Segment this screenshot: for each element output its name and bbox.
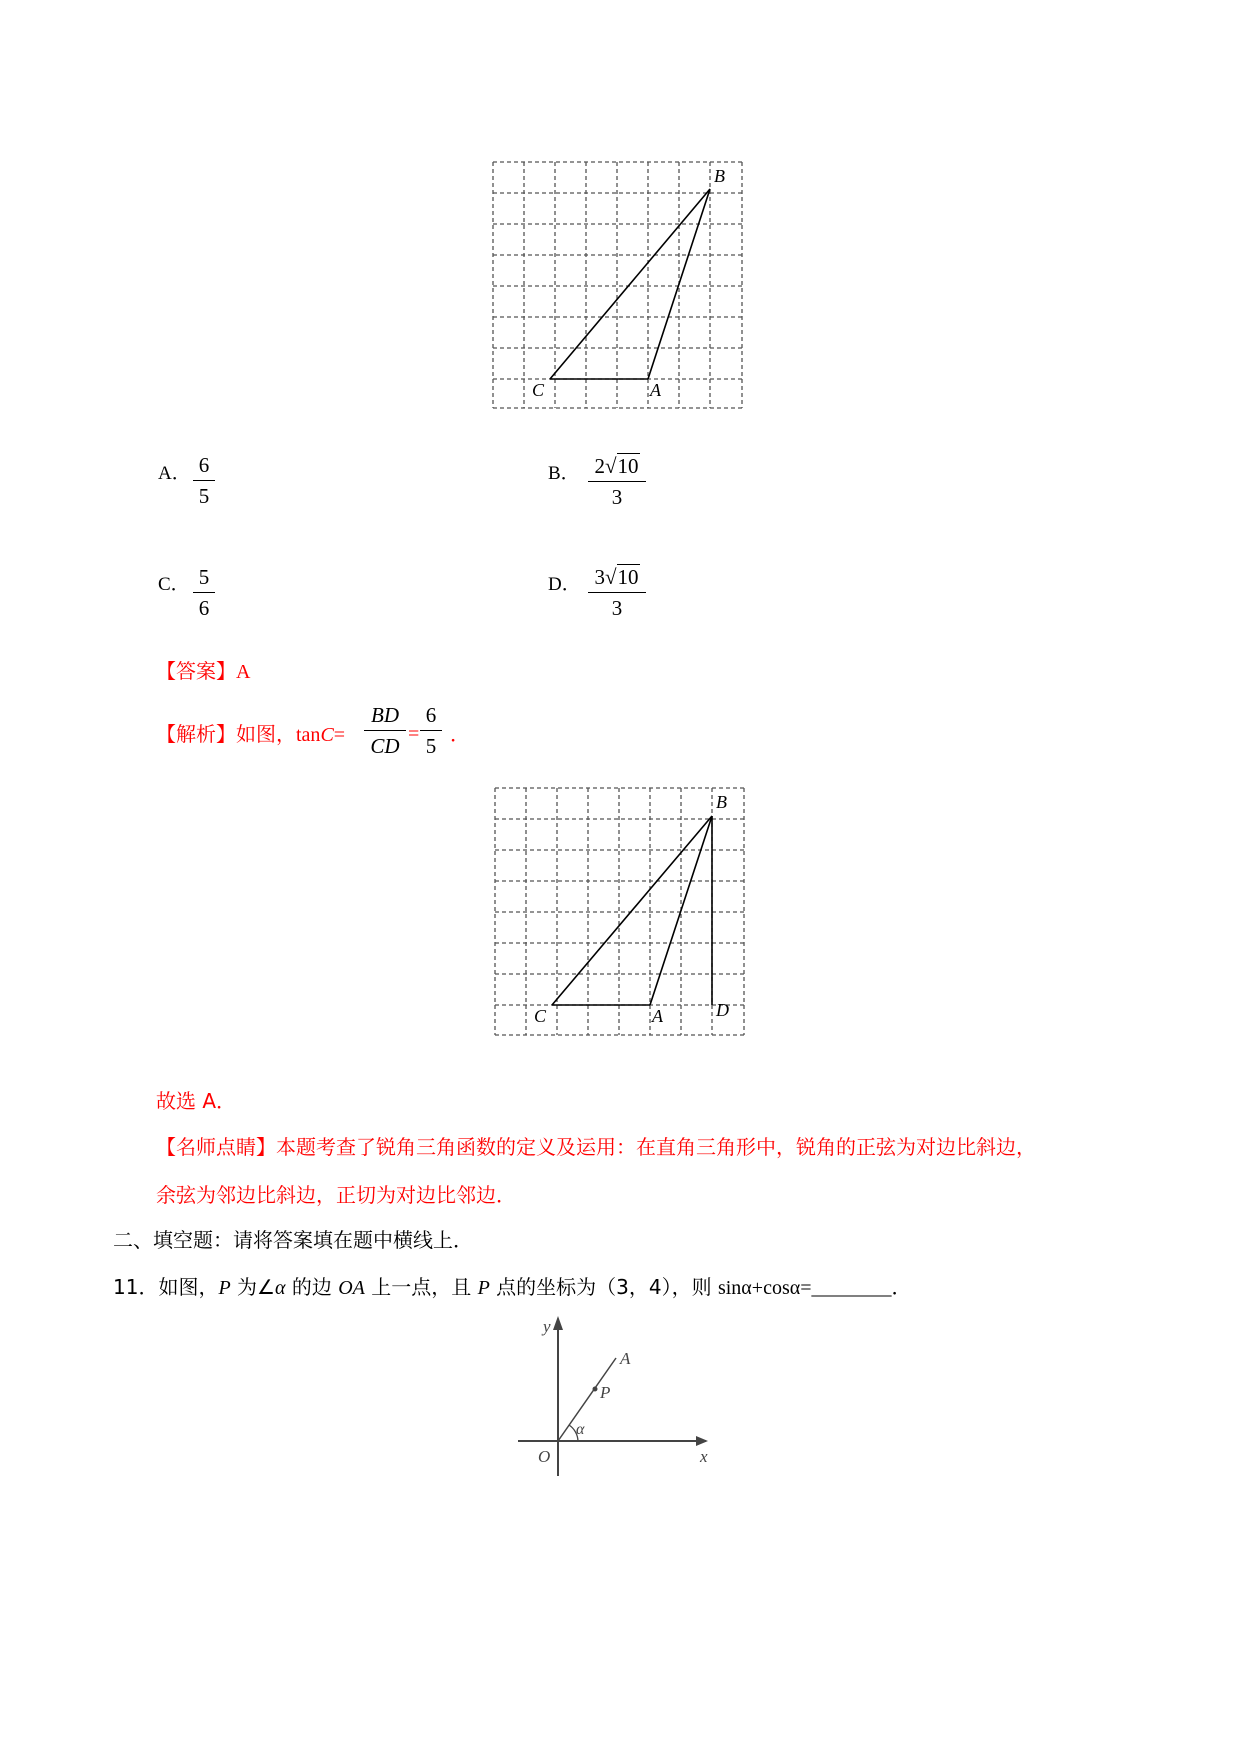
option-b-label: B． — [548, 463, 580, 484]
option-b-denominator: 3 — [611, 485, 623, 509]
option-d-label: D． — [548, 574, 581, 595]
analysis-line — [156, 719, 345, 750]
tip-text-1: 本题考查了锐角三角函数的定义及运用：在直角三角形中，锐角的正弦为对边比斜边， — [276, 1135, 1036, 1159]
question-11 — [113, 1272, 911, 1303]
segment-cb — [550, 189, 710, 379]
answer-line — [156, 656, 250, 687]
q11-text-1: 为∠ — [230, 1275, 275, 1299]
label-b: B — [714, 166, 725, 186]
label-o: O — [538, 1447, 551, 1466]
analysis-lead: 如图， — [236, 722, 296, 746]
label-d: D — [716, 1000, 729, 1020]
option-a-fraction — [193, 450, 215, 511]
q11-text-4: 点的坐标为（3，4），则 — [489, 1275, 718, 1299]
label-x: x — [700, 1447, 708, 1466]
analysis-eq1: = — [333, 724, 346, 746]
label-c-2: C — [534, 1006, 547, 1026]
option-c-numerator: 5 — [198, 565, 210, 589]
point-p — [593, 1387, 598, 1392]
label-y: y — [543, 1317, 551, 1336]
analysis-eq2: = — [408, 723, 420, 745]
q11-answer-blank[interactable]: ________ — [811, 1277, 892, 1299]
analysis-end: ． — [450, 722, 470, 746]
option-c-fraction — [193, 562, 215, 623]
q11-text-3: 上一点，且 — [364, 1275, 478, 1299]
option-b-fraction — [588, 451, 646, 512]
label-p: P — [600, 1383, 611, 1402]
triangle-grid-figure-2 — [494, 786, 758, 1038]
analysis-func: tan — [296, 724, 321, 746]
segment-cb-2 — [552, 816, 712, 1005]
label-c: C — [532, 380, 545, 400]
option-c-denominator: 6 — [198, 596, 210, 620]
label-a: A — [650, 380, 661, 400]
option-b-numerator: 2√10 — [594, 454, 639, 478]
tip-tag: 【名师点睛】 — [156, 1135, 276, 1159]
label-alpha: α — [576, 1421, 585, 1438]
option-a-numerator: 6 — [198, 453, 210, 477]
analysis-tag: 【解析】 — [156, 722, 236, 746]
analysis-ratio-denominator: CD — [370, 734, 400, 758]
segment-ab — [648, 189, 710, 379]
q11-p: P — [218, 1277, 231, 1299]
coordinate-figure — [516, 1310, 716, 1482]
conclusion-text: 故选 A． — [156, 1089, 237, 1113]
label-b-2: B — [716, 792, 727, 812]
option-d-denominator: 3 — [611, 596, 623, 620]
analysis-value-fraction — [420, 700, 442, 761]
answer-tag: 【答案】 — [156, 659, 236, 683]
analysis-ratio-fraction — [364, 700, 406, 761]
x-axis-arrow — [696, 1436, 708, 1446]
option-d-fraction — [588, 562, 646, 623]
answer-value: A — [236, 661, 251, 683]
q11-oa: OA — [338, 1277, 365, 1299]
option-c-label: C． — [158, 574, 190, 595]
tip-line-2: 余弦为邻边比斜边，正切为对边比邻边． — [156, 1183, 516, 1207]
option-d-numerator: 3√10 — [594, 565, 639, 589]
analysis-value-numerator: 6 — [425, 703, 437, 727]
q11-p-2: P — [477, 1277, 490, 1299]
q11-alpha: α — [274, 1277, 286, 1299]
analysis-var: C — [320, 724, 334, 746]
analysis-value-denominator: 5 — [425, 734, 437, 758]
triangle-grid-figure-1 — [492, 160, 756, 410]
option-a-label: A． — [158, 463, 191, 484]
q11-end: ． — [891, 1275, 912, 1299]
option-a-denominator: 5 — [198, 484, 210, 508]
section-2-heading: 二、填空题：请将答案填在题中横线上． — [113, 1228, 473, 1252]
q11-text-2: 的边 — [285, 1275, 339, 1299]
label-a-3: A — [620, 1349, 631, 1368]
q11-expression: sinα+cosα= — [717, 1277, 812, 1299]
tip-line-1 — [156, 1132, 1036, 1162]
q11-number: 11．如图， — [113, 1275, 219, 1299]
y-axis-arrow — [553, 1316, 563, 1330]
label-a-2: A — [652, 1006, 663, 1026]
analysis-ratio-numerator: BD — [371, 703, 399, 727]
